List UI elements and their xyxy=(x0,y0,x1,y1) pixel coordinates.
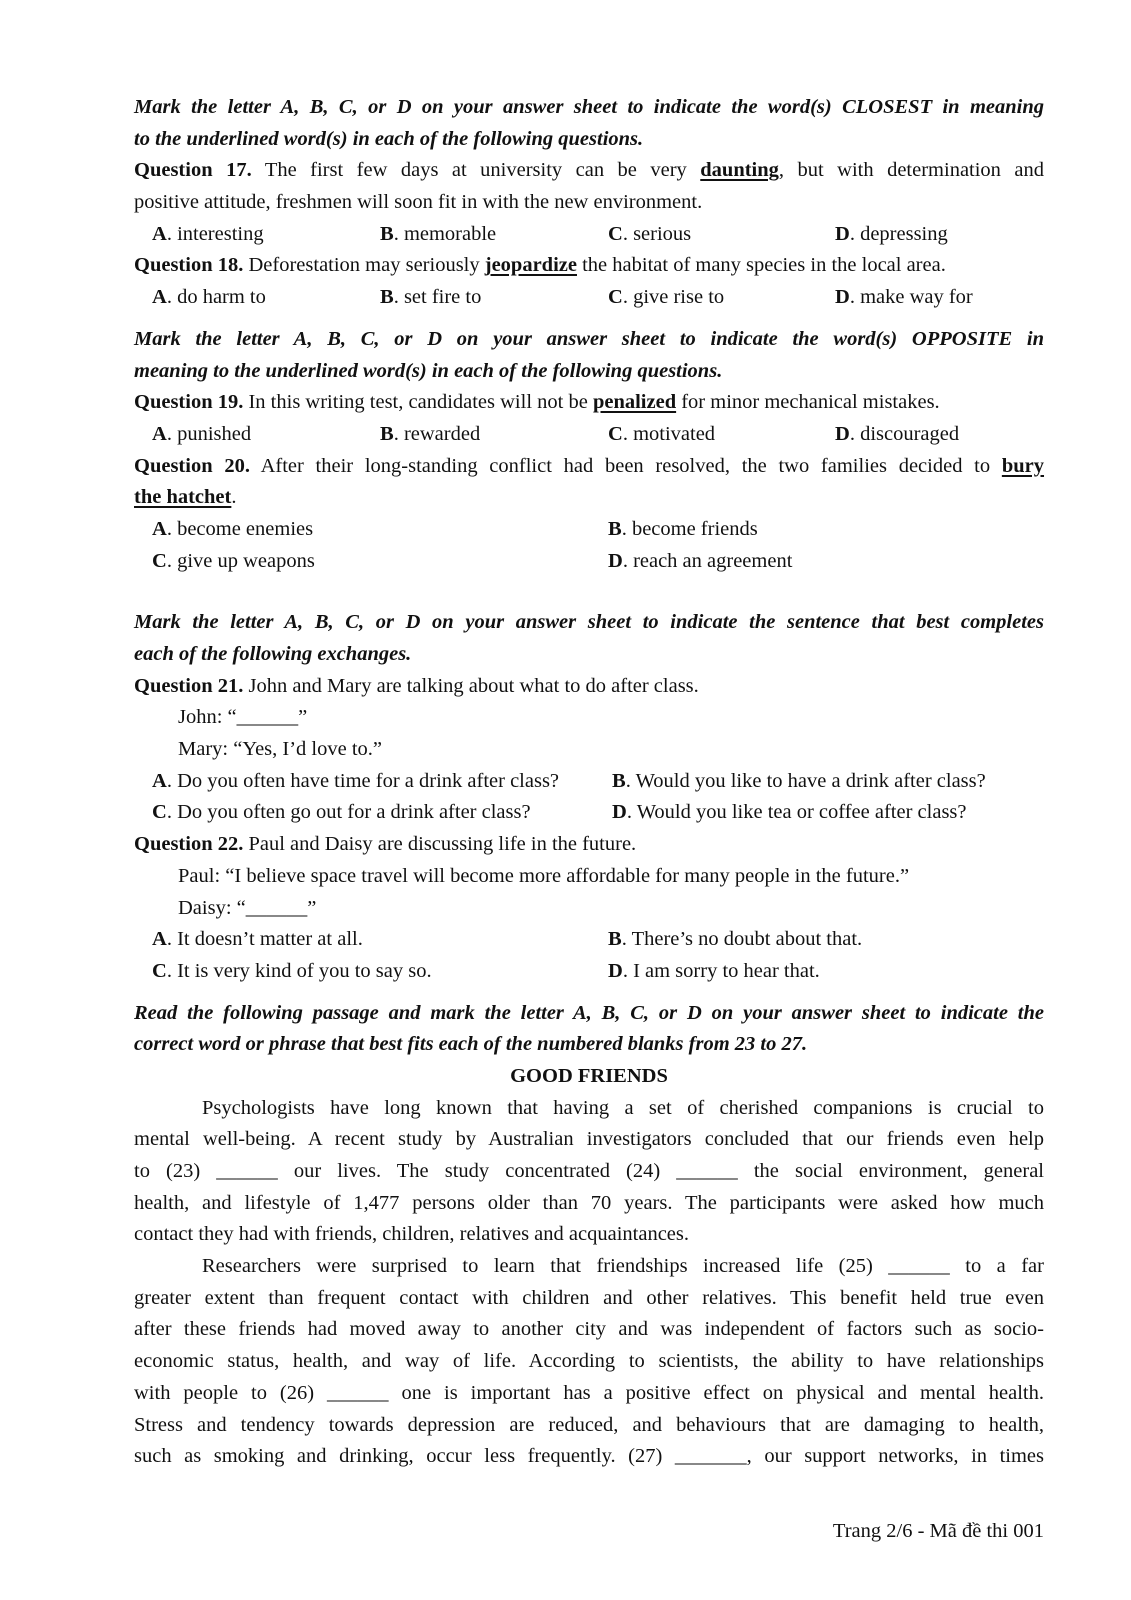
section-instruction: each of the following exchanges. xyxy=(134,643,412,665)
options-row xyxy=(134,219,1044,251)
question-17 xyxy=(134,155,1044,187)
option-c[interactable]: C. serious xyxy=(608,222,692,245)
dialog-line: Mary: “Yes, I’d love to.” xyxy=(178,738,383,761)
question-21 xyxy=(134,671,1044,703)
question-label: Question 17. xyxy=(134,159,252,182)
dialog-line: John: “______” xyxy=(178,706,308,729)
question-label: Question 20. xyxy=(134,454,250,477)
option-d[interactable]: D. reach an agreement xyxy=(608,549,793,572)
question-text: , but with determination and xyxy=(778,159,1045,182)
question-20 xyxy=(134,451,1044,483)
section-instruction: Mark the letter A, B, C, or D on your answer sheet to indicate the sentence that best completes xyxy=(134,611,1044,634)
option-c[interactable]: C. It is very kind of you to say so. xyxy=(152,959,432,982)
option-a[interactable]: A. It doesn’t matter at all. xyxy=(152,928,363,951)
passage-line: economic status, health, and way of life. According to scientists, the ability to have relationships xyxy=(134,1350,1044,1373)
passage-line: Psychologists have long known that having a set of cherished companions is crucial to xyxy=(202,1096,1044,1119)
underlined-word: daunting xyxy=(700,159,779,182)
option-a[interactable]: A. interesting xyxy=(152,222,264,245)
question-text: After their long-standing conflict had been resolved, the two families decided to xyxy=(260,454,991,477)
option-b[interactable]: B. set fire to xyxy=(380,286,482,309)
question-label: Question 18. xyxy=(134,254,244,277)
dialog-line: Daisy: “______” xyxy=(178,896,317,919)
passage-line: to (23) ______ our lives. The study concentrated (24) ______ the social environment, general xyxy=(134,1160,1044,1182)
option-a[interactable]: A. punished xyxy=(152,422,252,445)
page-footer: Trang 2/6 - Mã đề thi 001 xyxy=(832,1520,1044,1542)
question-text: the habitat of many species in the local area. xyxy=(582,254,946,277)
options-row xyxy=(134,797,1044,829)
passage-line: contact they had with friends, children, relatives and acquaintances. xyxy=(134,1223,689,1246)
passage-title: GOOD FRIENDS xyxy=(510,1064,668,1087)
section-instruction: Mark the letter A, B, C, or D on your answer sheet to indicate the word(s) OPPOSITE in xyxy=(134,327,1044,350)
options-row xyxy=(134,282,1044,314)
option-d[interactable]: D. Would you like tea or coffee after class? xyxy=(612,801,967,824)
options-row xyxy=(134,924,1044,956)
question-label: Question 19. xyxy=(134,391,244,414)
passage-line: Researchers were surprised to learn that friendships increased life (25) ______ to a far xyxy=(202,1255,1044,1278)
passage-line: such as smoking and drinking, occur less frequently. (27) _______, our support networks, in times xyxy=(134,1445,1044,1468)
question-22 xyxy=(134,829,1044,861)
options-row xyxy=(134,419,1044,451)
passage-line: Stress and tendency towards depression are reduced, and behaviours that are damaging to health, xyxy=(134,1413,1044,1436)
option-a[interactable]: A. become enemies xyxy=(152,517,314,540)
option-c[interactable]: C. give up weapons xyxy=(152,549,315,572)
dialog-line: Paul: “I believe space travel will become more affordable for many people in the future.” xyxy=(178,864,910,887)
passage-line: after these friends had moved away to another city and was independent of factors such as socio- xyxy=(134,1318,1044,1341)
question-text: John and Mary are talking about what to do after class. xyxy=(248,674,699,697)
question-text: positive attitude, freshmen will soon fit in with the new environment. xyxy=(134,191,703,214)
question-text: In this writing test, candidates will not be xyxy=(248,391,588,414)
option-b[interactable]: B. become friends xyxy=(608,517,758,540)
section-instruction: meaning to the underlined word(s) in each of the following questions. xyxy=(134,359,723,382)
question-text: Paul and Daisy are discussing life in the future. xyxy=(248,833,637,856)
question-19 xyxy=(134,387,1044,419)
section-instruction: Read the following passage and mark the letter A, B, C, or D on your answer sheet to indicate the xyxy=(134,1001,1044,1024)
underlined-word: bury xyxy=(1001,454,1045,477)
question-label: Question 22. xyxy=(134,833,244,856)
option-a[interactable]: A. do harm to xyxy=(152,286,266,309)
section-instruction: correct word or phrase that best fits each of the numbered blanks from 23 to 27. xyxy=(134,1033,808,1056)
passage-line: health, and lifestyle of 1,477 persons older than 70 years. The participants were asked how much xyxy=(134,1191,1044,1214)
passage-line: greater extent than frequent contact with children and other relatives. This benefit held true even xyxy=(134,1286,1044,1309)
underlined-word: jeopardize xyxy=(484,254,577,277)
passage-line: mental well-being. A recent study by Australian investigators concluded that our friends even help xyxy=(134,1128,1044,1151)
question-text: the hatchet. xyxy=(134,486,237,509)
question-18 xyxy=(134,250,1044,282)
underlined-word: penalized xyxy=(592,391,677,414)
option-b[interactable]: B. rewarded xyxy=(380,422,481,445)
option-d[interactable]: D. make way for xyxy=(835,286,973,309)
options-row xyxy=(134,514,1044,546)
option-b[interactable]: B. There’s no doubt about that. xyxy=(608,928,863,951)
options-row xyxy=(134,766,1044,798)
option-d[interactable]: D. depressing xyxy=(835,222,948,245)
underlined-word: the hatchet xyxy=(134,486,232,509)
question-text: for minor mechanical mistakes. xyxy=(681,391,940,414)
option-b[interactable]: B. Would you like to have a drink after class? xyxy=(612,769,986,792)
option-c[interactable]: C. motivated xyxy=(608,422,716,445)
section-instruction: to the underlined word(s) in each of the following questions. xyxy=(134,127,644,150)
option-c[interactable]: C. give rise to xyxy=(608,286,725,309)
option-b[interactable]: B. memorable xyxy=(380,222,497,245)
passage-line: with people to (26) ______ one is important has a positive effect on physical and mental health. xyxy=(134,1381,1044,1404)
options-row xyxy=(134,546,1044,578)
option-a[interactable]: A. Do you often have time for a drink after class? xyxy=(152,769,560,792)
section-instruction: Mark the letter A, B, C, or D on your answer sheet to indicate the word(s) CLOSEST in meaning xyxy=(134,96,1044,118)
exam-page xyxy=(134,92,1044,1473)
option-d[interactable]: D. I am sorry to hear that. xyxy=(608,959,820,982)
option-d[interactable]: D. discouraged xyxy=(835,422,960,445)
question-text: Deforestation may seriously xyxy=(248,254,480,277)
question-text: The first few days at university can be very xyxy=(264,159,687,182)
option-c[interactable]: C. Do you often go out for a drink after class? xyxy=(152,801,531,824)
options-row xyxy=(134,956,1044,988)
question-label: Question 21. xyxy=(134,674,244,697)
